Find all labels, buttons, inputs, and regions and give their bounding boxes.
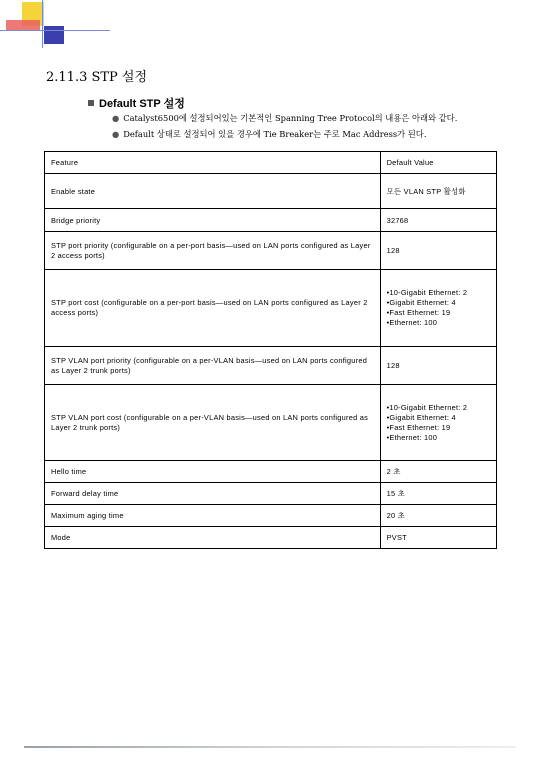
cell-feature: Forward delay time: [45, 483, 381, 505]
table-row: [45, 347, 497, 385]
cell-value: 모든 VLAN STP 활성화: [380, 174, 496, 209]
cell-value: PVST: [380, 527, 496, 549]
cell-feature: STP VLAN port cost (configurable on a per-VLAN basis—used on LAN ports configured as Layer 2 trunk ports): [45, 385, 381, 461]
cell-value: 20 초: [380, 505, 496, 527]
table-row: [45, 385, 497, 461]
value-line: •Ethernet: 100: [386, 432, 438, 442]
square-bullet-icon: [88, 100, 94, 106]
table-row: [45, 209, 497, 232]
table-header-row: [45, 152, 497, 174]
corner-vertical-line: [42, 0, 43, 48]
table-row: [45, 232, 497, 270]
subheading: [88, 95, 185, 111]
cell-value: [380, 385, 496, 461]
bullet-item: [112, 127, 457, 143]
header-value: Default Value: [380, 152, 496, 174]
cell-feature: Bridge priority: [45, 209, 381, 232]
cell-feature: Maximum aging time: [45, 505, 381, 527]
value-line: •Gigabit Ethernet: 4: [386, 298, 456, 307]
cell-value: 128: [380, 232, 496, 270]
value-line: •10-Gigabit Ethernet: 2: [386, 402, 468, 412]
table-row: [45, 505, 497, 527]
corner-horizontal-line: [0, 30, 110, 31]
stp-defaults-table: [44, 151, 497, 549]
bullet-dot-icon: ●: [112, 129, 120, 139]
value-line: •Fast Ethernet: 19: [386, 422, 451, 432]
value-line: •Ethernet: 100: [386, 318, 438, 327]
value-line: •Fast Ethernet: 19: [386, 308, 451, 317]
cell-value: [380, 270, 496, 347]
table-row: [45, 270, 497, 347]
cell-feature: Hello time: [45, 461, 381, 483]
cell-feature: Enable state: [45, 174, 381, 209]
header-feature: Feature: [45, 152, 381, 174]
cell-value: 2 초: [380, 461, 496, 483]
cell-value: 128: [380, 347, 496, 385]
table-row: [45, 527, 497, 549]
value-line: •10-Gigabit Ethernet: 2: [386, 288, 468, 297]
bullet-list: [112, 111, 457, 143]
table-row: [45, 483, 497, 505]
cell-feature: STP port priority (configurable on a per-port basis—used on LAN ports configured as Layer 2 access ports): [45, 232, 381, 270]
bullet-text: Default 상태로 설정되어 있을 경우에 Tie Breaker는 주로 Mac Address가 된다.: [123, 129, 427, 139]
corner-blue-square: [44, 26, 64, 44]
bullet-text: Catalyst6500에 설정되어있는 기본적인 Spanning Tree Protocol의 내용은 아래와 같다.: [123, 113, 458, 123]
bullet-item: [112, 111, 457, 127]
bullet-dot-icon: ●: [112, 113, 120, 123]
footer-gradient-line: [24, 746, 516, 748]
section-heading: 2.11.3 STP 설정: [46, 70, 148, 85]
cell-feature: STP port cost (configurable on a per-port basis—used on LAN ports configured as Layer 2 access ports): [45, 270, 381, 347]
cell-feature: Mode: [45, 527, 381, 549]
cell-value: 15 초: [380, 483, 496, 505]
value-line: •Gigabit Ethernet: 4: [386, 412, 456, 422]
corner-red-bar: [6, 20, 40, 30]
table-row: [45, 174, 497, 209]
table-row: [45, 461, 497, 483]
cell-feature: STP VLAN port priority (configurable on a per-VLAN basis—used on LAN ports configured as Layer 2 trunk ports): [45, 347, 381, 385]
subheading-text: Default STP 설정: [99, 98, 185, 110]
cell-value: 32768: [380, 209, 496, 232]
